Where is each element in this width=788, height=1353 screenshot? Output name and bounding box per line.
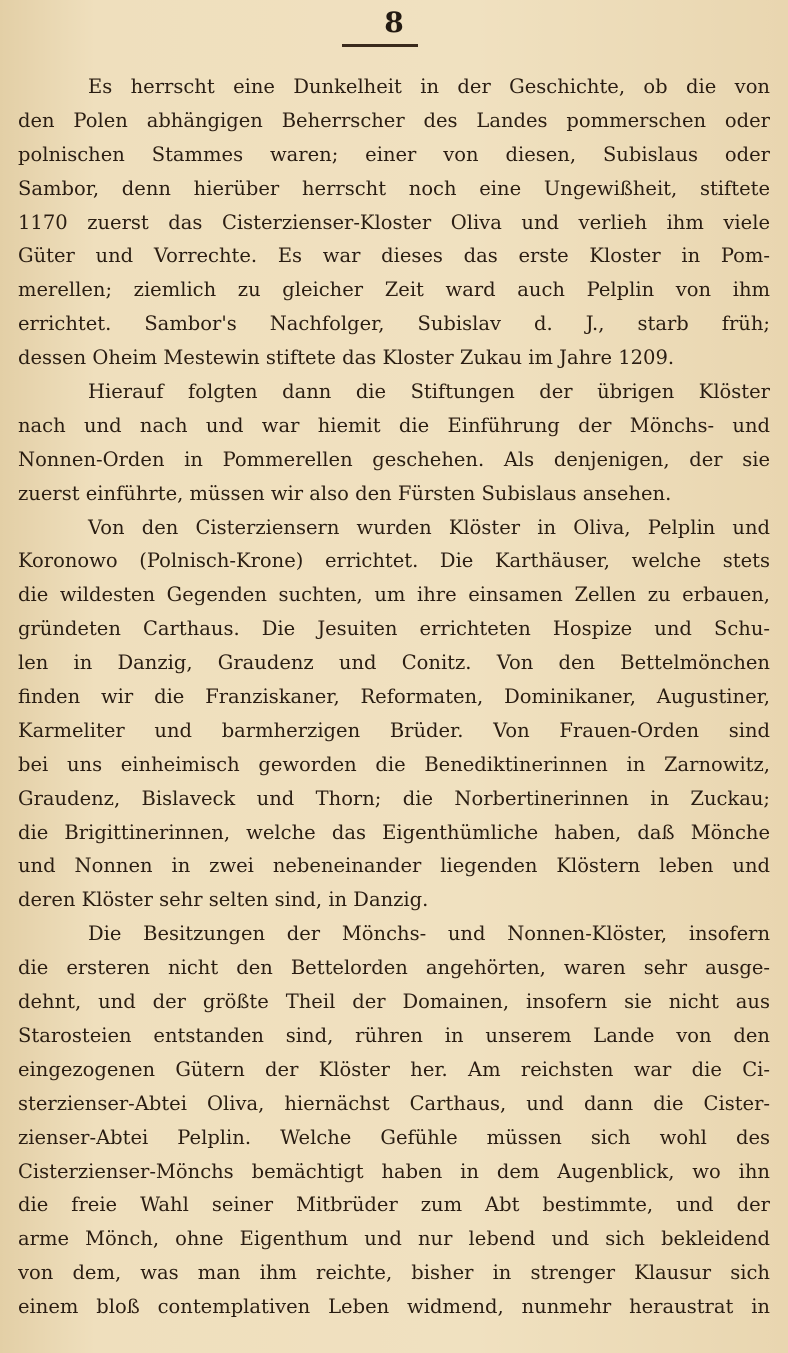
text-line: eingezogenen Gütern der Klöster her. Am reichsten war die Ci- xyxy=(18,1057,770,1081)
text-line: von dem, was man ihm reichte, bisher in strenger Klausur sich xyxy=(18,1261,770,1285)
page-number: 8 xyxy=(384,6,404,39)
text-line: die wildesten Gegenden suchten, um ihre einsamen Zellen zu erbauen, xyxy=(18,583,770,607)
text-line: Nonnen-Orden in Pommerellen geschehen. Als denjenigen, der sie xyxy=(18,447,770,471)
text-line: die freie Wahl seiner Mitbrüder zum Abt bestimmte, und der xyxy=(18,1193,770,1217)
text-line: len in Danzig, Graudenz und Conitz. Von den Bettelmönchen xyxy=(18,651,770,675)
text-line: und Nonnen in zwei nebeneinander liegenden Klöstern leben und xyxy=(18,854,770,878)
text-line: einem bloß contemplativen Leben widmend, nunmehr heraustrat in xyxy=(18,1295,770,1319)
text-line: Karmeliter und barmherzigen Brüder. Von Frauen-Orden sind xyxy=(18,718,770,742)
text-line: Graudenz, Bislaveck und Thorn; die Norbertinerinnen in Zuckau; xyxy=(18,786,770,810)
text-line: den Polen abhängigen Beherrscher des Landes pommerschen oder xyxy=(18,108,770,132)
text-line: zienser-Abtei Pelplin. Welche Gefühle müssen sich wohl des xyxy=(18,1125,770,1149)
text-line: arme Mönch, ohne Eigenthum und nur lebend und sich bekleidend xyxy=(18,1227,770,1251)
text-line: merellen; ziemlich zu gleicher Zeit ward auch Pelplin von ihm xyxy=(18,278,770,302)
text-line: Von den Cisterziensern wurden Klöster in Oliva, Pelplin und xyxy=(88,515,770,539)
text-line: 1170 zuerst das Cisterzienser-Kloster Oliva und verlieh ihm viele xyxy=(18,210,770,234)
text-line: bei uns einheimisch geworden die Benediktinerinnen in Zarnowitz, xyxy=(18,752,770,776)
text-line: Es herrscht eine Dunkelheit in der Geschichte, ob die von xyxy=(88,75,770,98)
text-line: Sambor, denn hierüber herrscht noch eine Ungewißheit, stiftete xyxy=(18,176,770,200)
text-line: errichtet. Sambor's Nachfolger, Subislav d. J., starb früh; xyxy=(18,312,770,336)
text-line: Güter und Vorrechte. Es war dieses das erste Kloster in Pom- xyxy=(18,244,770,268)
body-text xyxy=(18,70,770,1324)
text-line: Cisterzienser-Mönchs bemächtigt haben in dem Augenblick, wo ihn xyxy=(18,1159,770,1183)
text-line: Koronowo (Polnisch-Krone) errichtet. Die Karthäuser, welche stets xyxy=(18,549,770,573)
text-line: die Brigittinerinnen, welche das Eigenthümliche haben, daß Mönche xyxy=(18,820,770,844)
text-line: Hierauf folgten dann die Stiftungen der übrigen Klöster xyxy=(88,380,770,404)
header-rule xyxy=(342,44,418,47)
text-line: Die Besitzungen der Mönchs- und Nonnen-Klöster, insofern xyxy=(88,922,770,946)
text-line: zuerst einführte, müssen wir also den Fürsten Subislaus ansehen. xyxy=(18,481,672,505)
text-line: nach und nach und war hiemit die Einführung der Mönchs- und xyxy=(18,413,770,437)
text-line: dessen Oheim Mestewin stiftete das Kloster Zukau im Jahre 1209. xyxy=(18,346,675,370)
text-line: polnischen Stammes waren; einer von diesen, Subislaus oder xyxy=(18,142,770,166)
text-line: deren Klöster sehr selten sind, in Danzig. xyxy=(18,888,429,912)
text-line: dehnt, und der größte Theil der Domainen, insofern sie nicht aus xyxy=(18,990,770,1014)
text-line: die ersteren nicht den Bettelorden angehörten, waren sehr ausge- xyxy=(18,956,770,980)
text-line: Starosteien entstanden sind, rühren in unserem Lande von den xyxy=(18,1023,770,1047)
text-line: sterzienser-Abtei Oliva, hiernächst Carthaus, und dann die Cister- xyxy=(18,1091,770,1115)
text-line: finden wir die Franziskaner, Reformaten, Dominikaner, Augustiner, xyxy=(18,685,770,709)
text-line: gründeten Carthaus. Die Jesuiten errichteten Hospize und Schu- xyxy=(18,617,770,641)
